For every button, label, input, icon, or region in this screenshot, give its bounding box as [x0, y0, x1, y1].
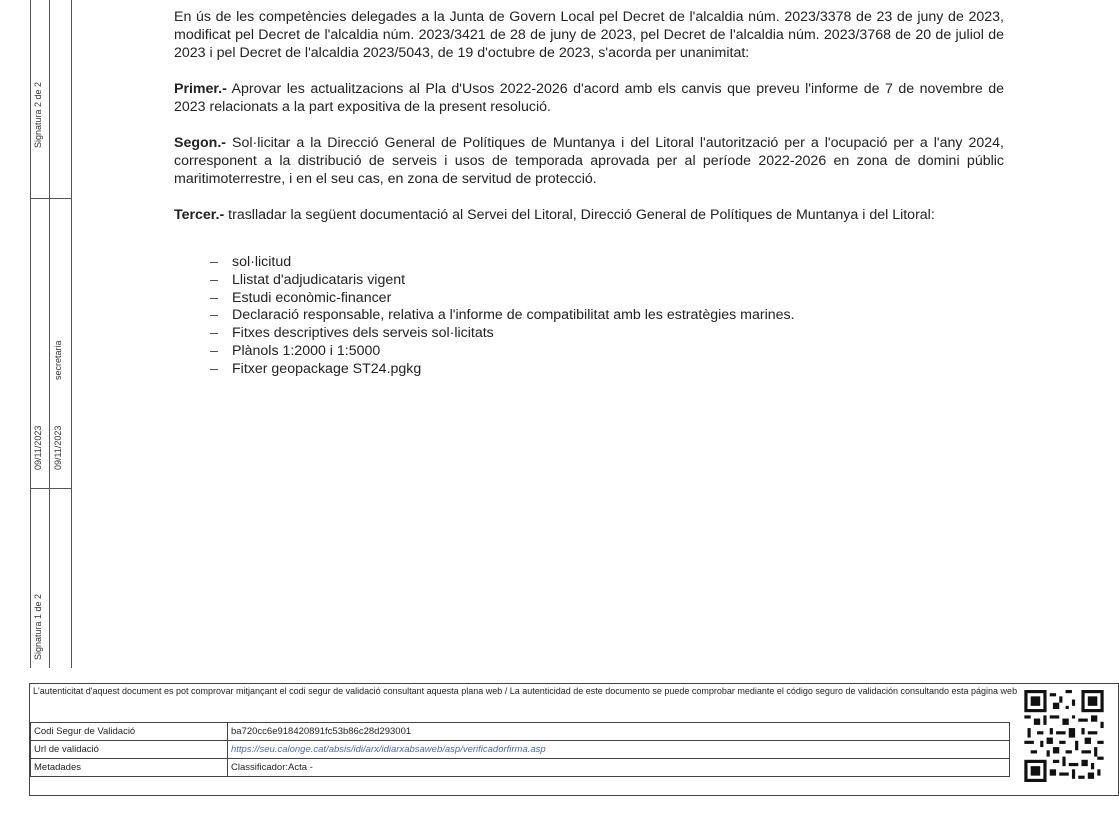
primer-paragraph — [174, 80, 1004, 116]
intro-paragraph: En ús de les competències delegades a la Junta de Govern Local pel Decret de l'alcaldia núm. 2023/3378 de 23 de juny de 2023, modificat pel Decret de l'alcaldia núm. 2023/3421 de 28 de juny de 2023, pel Decret de l'alcaldia núm. 2023/3768 de 20 de juliol de 2023 i pel Decret de l'alcaldia 2023/5043, de 19 d'octubre de 2023, s'acorda per unanimitat: — [174, 9, 1004, 61]
tercer-label: Tercer.- — [174, 207, 225, 223]
resolution-body — [174, 8, 1004, 379]
primer-label: Primer.- — [174, 81, 227, 97]
list-item: – Llistat d'adjudicataris vigent — [210, 272, 1004, 290]
list-item: – sol·licitud — [210, 254, 1004, 272]
csv-key: Codi Segur de Validació — [31, 723, 228, 741]
segon-paragraph — [174, 134, 1004, 188]
signature-1-label: Signatura 1 de 2 — [33, 593, 43, 660]
url-key: Url de validació — [31, 741, 228, 759]
segon-label: Segon.- — [174, 135, 227, 151]
signature-strip — [30, 0, 72, 668]
validation-table — [30, 722, 1010, 777]
table-row — [31, 741, 1010, 759]
primer-text: Aprovar les actualitzacions al Pla d'Usos 2022-2026 d'acord amb els canvis que preveu l'informe de 7 de novembre de 2023 relacionats a la part expositiva de la present resolució. — [174, 81, 1004, 115]
list-item: – Plànols 1:2000 i 1:5000 — [210, 343, 1004, 361]
csv-value: ba720cc6e918420891fc53b86c28d293001 — [228, 723, 1010, 741]
list-item: – Estudi econòmic-financer — [210, 290, 1004, 308]
documentation-list — [174, 254, 1004, 379]
segon-text: Sol·licitar a la Direcció General de Polítiques de Muntanya i del Litoral l'autorització per a l'ocupació per a l'any 2024, corresponent a la distribució de serveis i usos de temporada aprovada per al període 2022-2026 en zona de domini públic maritimoterrestre, i en el seu cas, en zona de servitud de protecció. — [174, 135, 1004, 187]
signature-date-2: 09/11/2023 — [53, 425, 63, 470]
table-row — [31, 759, 1010, 777]
signature-2-label: Signatura 2 de 2 — [33, 81, 43, 148]
validation-url-link[interactable]: https://seu.calonge.cat/absis/idi/arx/idiarxabsaweb/asp/verificadorfirma.asp — [228, 741, 1010, 759]
metadata-value: Classificador:Acta - — [228, 759, 1010, 777]
list-item: – Declaració responsable, relativa a l'informe de compatibilitat amb les estratègies marines. — [210, 307, 1004, 325]
list-item: – Fitxer geopackage ST24.pgkg — [210, 361, 1004, 379]
signature-date: 09/11/2023 — [33, 425, 43, 470]
validation-notice: L'autenticitat d'aquest document es pot comprovar mitjançant el codi segur de validació consultant aquesta plana web / La autenticidad de este documento se puede comprobar mediante el código seguro de validación consultando esta página web — [33, 686, 1018, 696]
list-item: – Fitxes descriptives dels serveis sol·licitats — [210, 325, 1004, 343]
table-row — [31, 723, 1010, 741]
tercer-paragraph — [174, 206, 1004, 224]
signature-role: secretaria — [53, 340, 63, 380]
qr-code-icon — [1024, 690, 1104, 782]
tercer-text: traslladar la següent documentació al Servei del Litoral, Direcció General de Polítiques de Muntanya i del Litoral: — [224, 207, 935, 223]
metadata-key: Metadades — [31, 759, 228, 777]
validation-box — [29, 683, 1119, 796]
